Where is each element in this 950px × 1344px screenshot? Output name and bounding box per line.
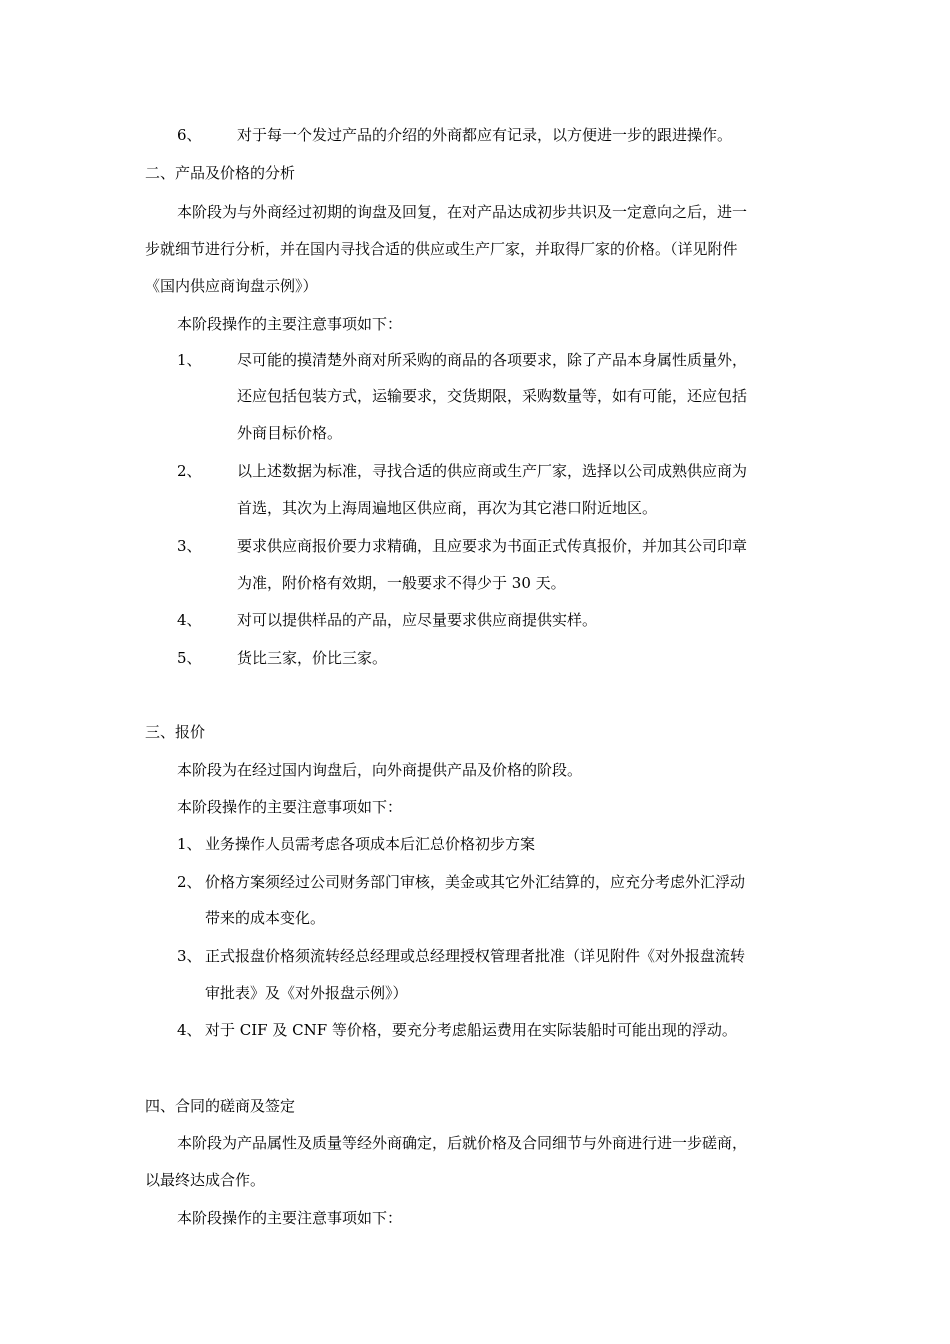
list-item-number: 1、 [177,351,202,369]
list-item-number: 1、 [177,835,202,853]
list-item-text: 以上述数据为标准，寻找合适的供应商或生产厂家，选择以公司成熟供应商为 [237,462,748,480]
list-item-text: 要求供应商报价要力求精确，且应要求为书面正式传真报价，并加其公司印章 [237,537,748,555]
list-item-text: 价格方案须经过公司财务部门审核，美金或其它外汇结算的，应充分考虑外汇浮动 [205,873,746,891]
list-item-text: 为准，附价格有效期，一般要求不得少于 30 天。 [237,574,566,592]
list-item-text: 对于 CIF 及 CNF 等价格，要充分考虑船运费用在实际装船时可能出现的浮动。 [205,1021,737,1039]
paragraph-line: 本阶段为产品属性及质量等经外商确定，后就价格及合同细节与外商进行进一步磋商， [177,1134,748,1152]
list-item-text: 正式报盘价格须流转经总经理或总经理授权管理者批准（详见附件《对外报盘流转 [205,947,746,965]
section-heading: 四、合同的磋商及签定 [145,1097,296,1115]
list-item-number: 4、 [177,1021,202,1039]
list-item-number: 5、 [177,649,202,667]
list-item-number: 3、 [177,947,202,965]
list-item-text: 审批表》及《对外报盘示例》） [205,984,408,1002]
section-heading: 二、产品及价格的分析 [145,164,296,182]
list-item-text: 尽可能的摸清楚外商对所采购的商品的各项要求，除了产品本身属性质量外， [237,351,748,369]
paragraph-line: 本阶段为在经过国内询盘后，向外商提供产品及价格的阶段。 [177,761,583,779]
list-item-text: 业务操作人员需考虑各项成本后汇总价格初步方案 [205,835,536,853]
list-item-text: 首选，其次为上海周遍地区供应商，再次为其它港口附近地区。 [237,499,658,517]
paragraph-line: 以最终达成合作。 [145,1171,266,1189]
section-heading: 三、报价 [145,723,206,741]
list-item-text: 对于每一个发过产品的介绍的外商都应有记录，以方便进一步的跟进操作。 [237,126,733,144]
notes-intro: 本阶段操作的主要注意事项如下： [177,1209,403,1227]
paragraph-line: 步就细节进行分析，并在国内寻找合适的供应或生产厂家，并取得厂家的价格。（详见附件 [145,240,738,258]
list-item-text: 带来的成本变化。 [205,909,326,927]
list-item-number: 2、 [177,462,202,480]
list-item-text: 还应包括包装方式，运输要求，交货期限，采购数量等，如有可能，还应包括 [237,387,748,405]
list-item-text: 对可以提供样品的产品，应尽量要求供应商提供实样。 [237,611,598,629]
list-item-number: 3、 [177,537,202,555]
list-item-number: 4、 [177,611,202,629]
notes-intro: 本阶段操作的主要注意事项如下： [177,798,403,816]
list-item-number: 6、 [177,126,202,144]
paragraph-line: 本阶段为与外商经过初期的询盘及回复，在对产品达成初步共识及一定意向之后，进一 [177,203,748,221]
list-item-text: 货比三家，价比三家。 [237,649,388,667]
list-item-number: 2、 [177,873,202,891]
list-item-text: 外商目标价格。 [237,424,343,442]
notes-intro: 本阶段操作的主要注意事项如下： [177,315,403,333]
paragraph-line: 《国内供应商询盘示例》） [145,277,318,295]
